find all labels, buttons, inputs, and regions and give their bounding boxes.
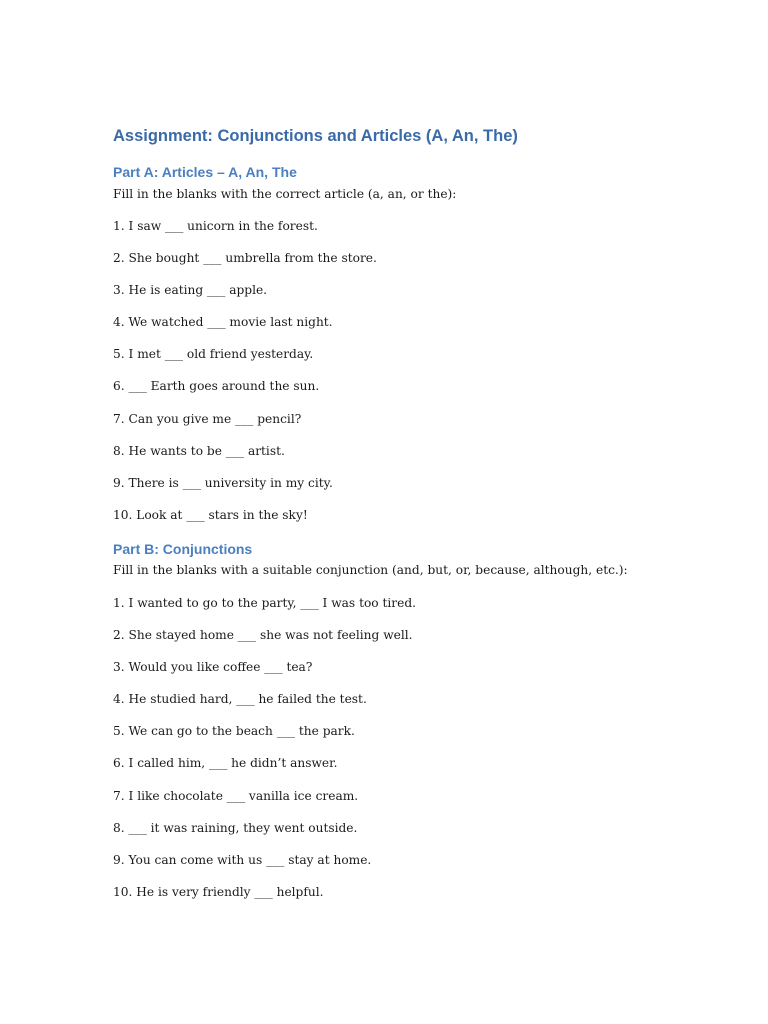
question-item: 5. We can go to the beach ___ the park. (113, 724, 355, 739)
part-a-instruction: Fill in the blanks with the correct article (a, an, or the): (113, 187, 457, 201)
question-item: 1. I wanted to go to the party, ___ I was too tired. (113, 596, 417, 610)
part-a-heading: Part A: Articles – A, An, The (113, 164, 297, 180)
question-item: 10. He is very friendly ___ helpful. (113, 884, 324, 899)
document-title: Assignment: Conjunctions and Articles (A, An, The) (113, 127, 518, 145)
part-b-question-list (113, 595, 416, 916)
question-item: 9. There is ___ university in my city. (113, 475, 333, 490)
part-b-instruction: Fill in the blanks with a suitable conjunction (and, but, or, because, although, etc.): (113, 563, 628, 577)
part-a-question-list (113, 218, 377, 539)
question-item: 6. ___ Earth goes around the sun. (113, 379, 320, 394)
question-item: 4. He studied hard, ___ he failed the test. (113, 692, 367, 707)
question-item: 3. He is eating ___ apple. (113, 283, 268, 298)
question-item: 2. She bought ___ umbrella from the store. (113, 251, 377, 266)
document-content (113, 124, 673, 899)
question-item: 2. She stayed home ___ she was not feeling well. (113, 628, 413, 643)
question-item: 5. I met ___ old friend yesterday. (113, 347, 314, 362)
question-item: 8. ___ it was raining, they went outside. (113, 820, 358, 835)
question-item: 7. I like chocolate ___ vanilla ice cream. (113, 788, 359, 803)
question-item: 1. I saw ___ unicorn in the forest. (113, 219, 318, 233)
question-item: 10. Look at ___ stars in the sky! (113, 507, 308, 522)
question-item: 4. We watched ___ movie last night. (113, 315, 333, 330)
question-item: 7. Can you give me ___ pencil? (113, 411, 302, 426)
part-b-heading: Part B: Conjunctions (113, 541, 253, 557)
question-item: 6. I called him, ___ he didn’t answer. (113, 756, 338, 771)
question-item: 3. Would you like coffee ___ tea? (113, 660, 313, 675)
question-item: 8. He wants to be ___ artist. (113, 443, 285, 458)
question-item: 9. You can come with us ___ stay at home. (113, 852, 372, 867)
